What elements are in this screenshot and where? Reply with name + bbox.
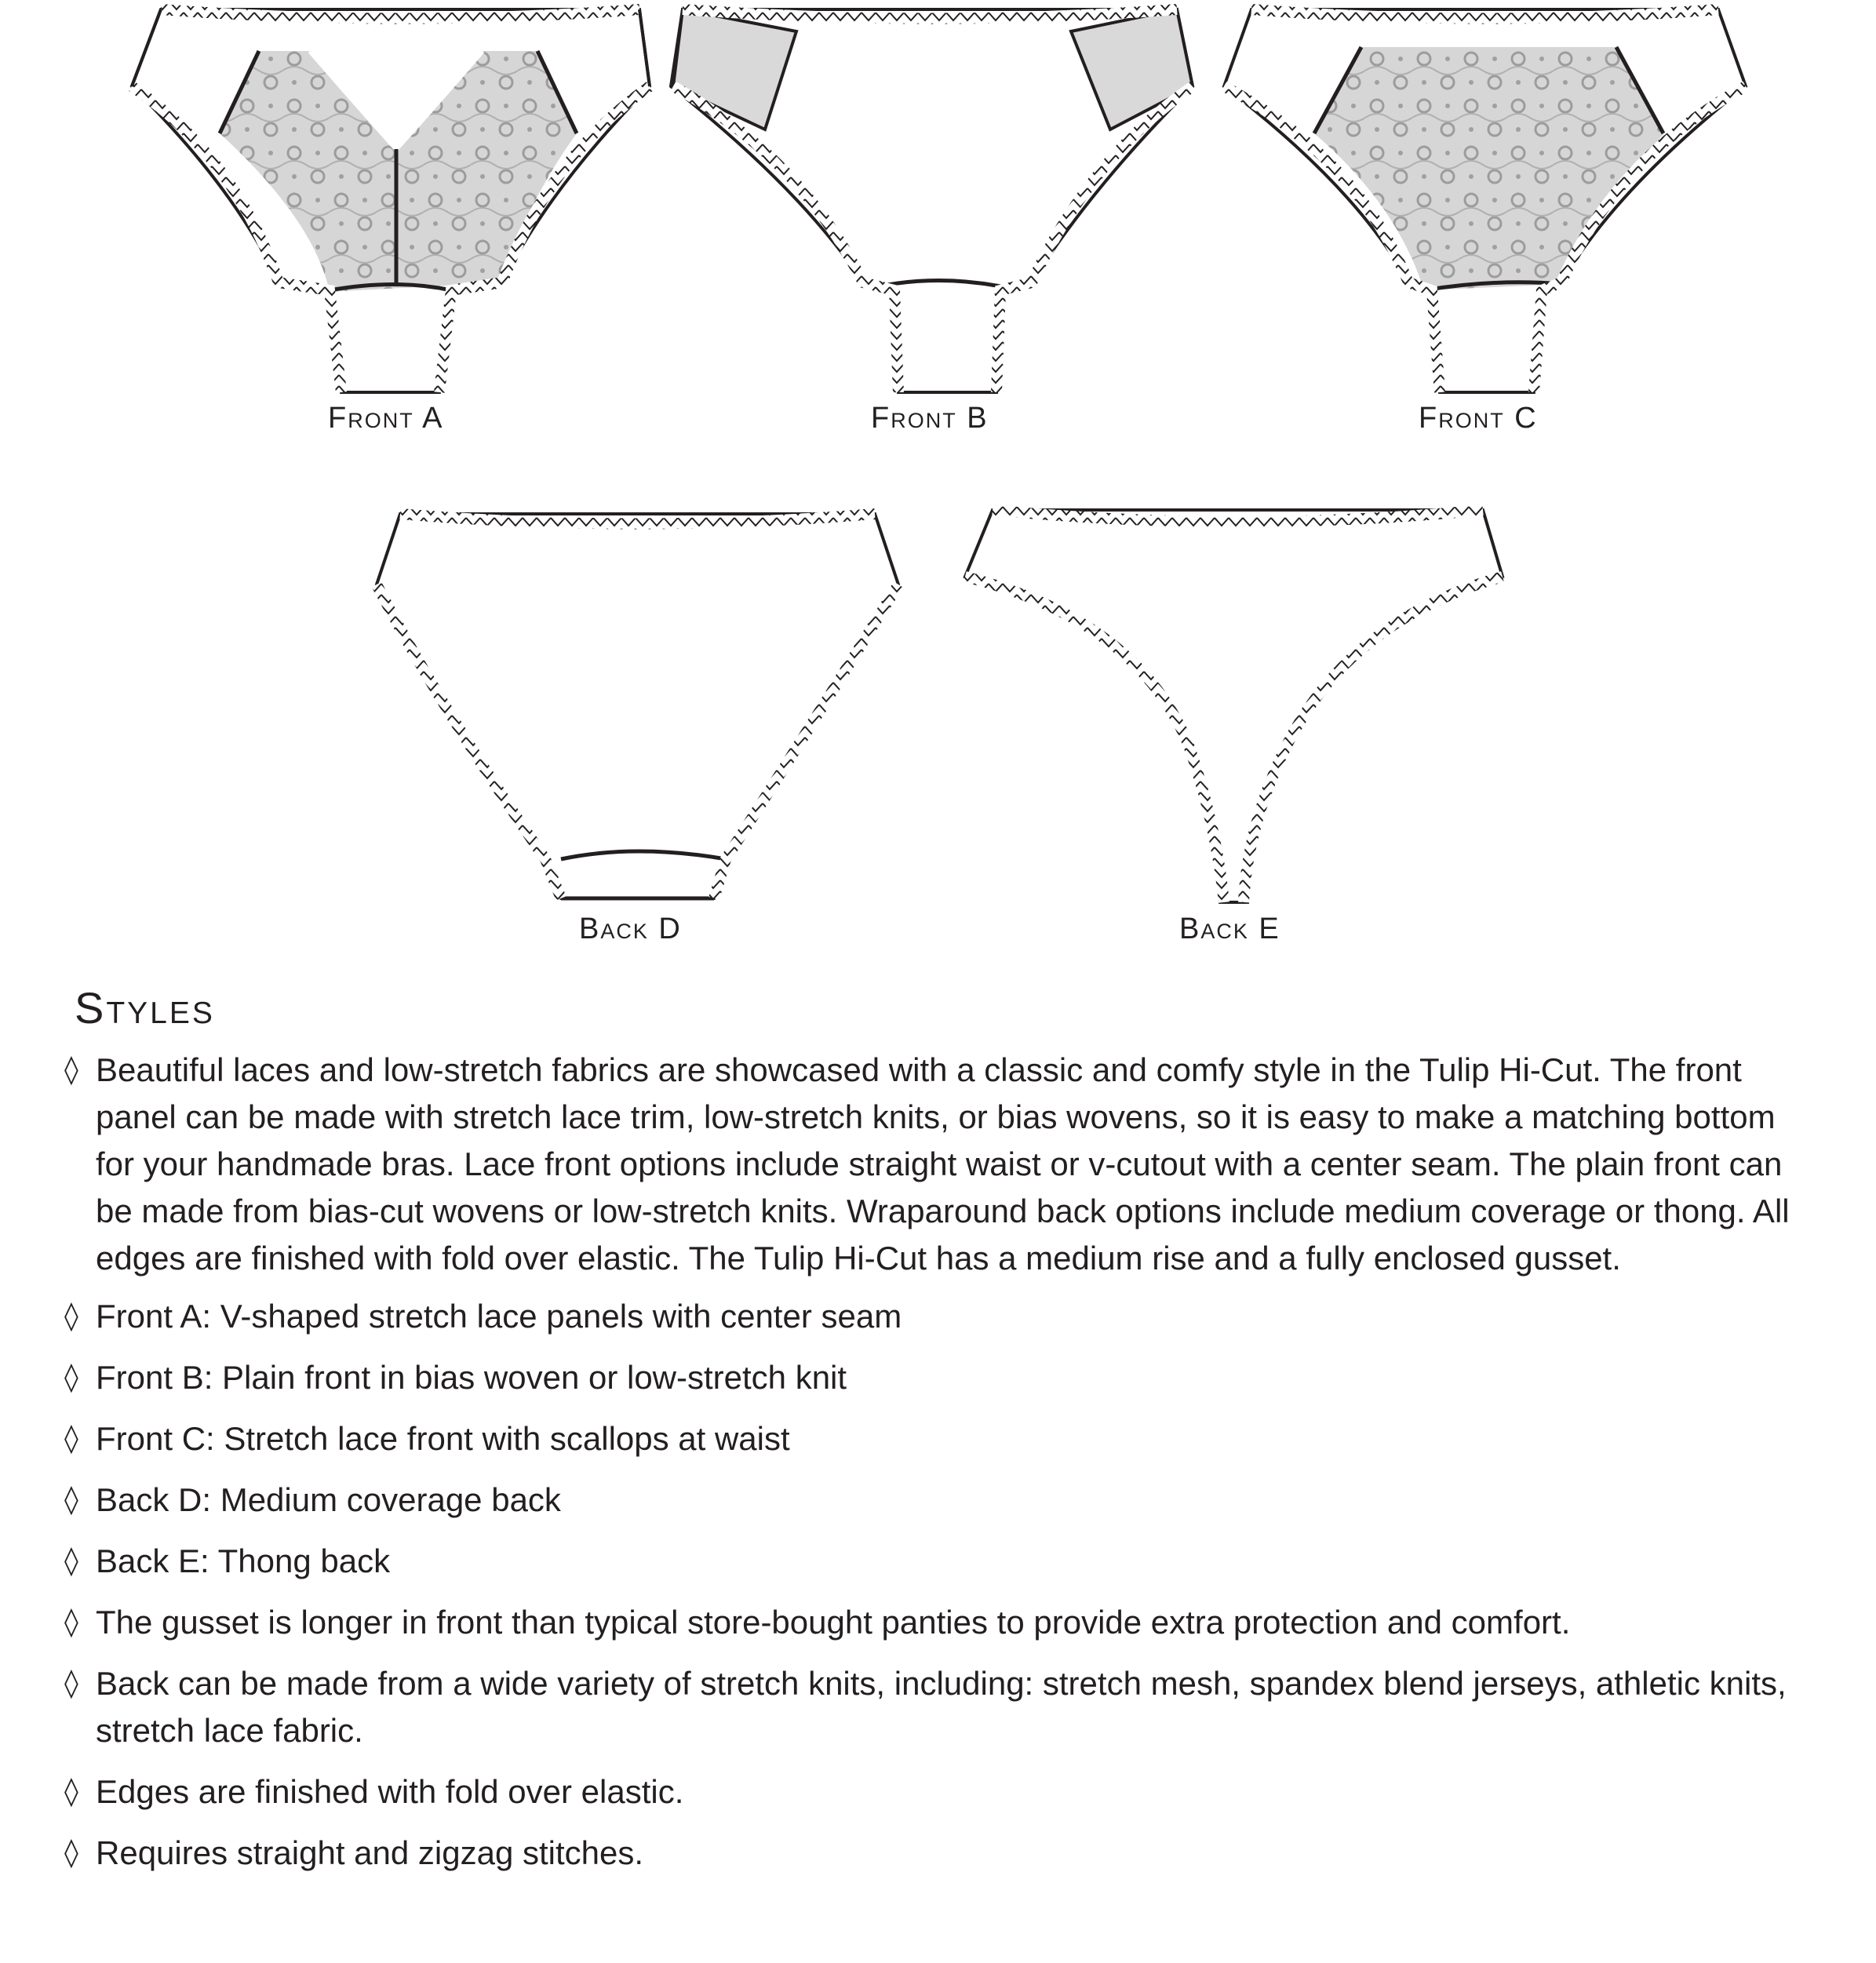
list-item bbox=[64, 1830, 1814, 1877]
list-item bbox=[64, 1415, 1814, 1462]
diamond-bullet-icon: ◊ bbox=[64, 1606, 78, 1638]
front-b-illustration bbox=[671, 9, 1193, 392]
list-item bbox=[64, 1354, 1814, 1401]
list-item-text: The gusset is longer in front than typical store-bought panties to provide extra protection and comfort. bbox=[96, 1604, 1571, 1641]
list-item bbox=[64, 1768, 1814, 1816]
diamond-bullet-icon: ◊ bbox=[64, 1300, 78, 1332]
front-b-label: Front B bbox=[871, 402, 989, 435]
list-item-text: Back can be made from a wide variety of stretch knits, including: stretch mesh, spandex blend jerseys, athletic knits, stretch lace fabric. bbox=[96, 1665, 1787, 1749]
list-item-text: Front A: V-shaped stretch lace panels with center seam bbox=[96, 1298, 902, 1335]
diamond-bullet-icon: ◊ bbox=[64, 1837, 78, 1869]
back-d-label: Back D bbox=[579, 912, 682, 945]
list-item-text: Back E: Thong back bbox=[96, 1542, 391, 1579]
back-e-illustration bbox=[965, 510, 1503, 902]
diamond-bullet-icon: ◊ bbox=[64, 1054, 78, 1086]
styles-list bbox=[64, 1047, 1814, 1891]
diamond-bullet-icon: ◊ bbox=[64, 1775, 78, 1808]
front-c-illustration bbox=[1224, 9, 1746, 392]
list-item bbox=[64, 1477, 1814, 1524]
diamond-bullet-icon: ◊ bbox=[64, 1545, 78, 1577]
diamond-bullet-icon: ◊ bbox=[64, 1361, 78, 1393]
list-item bbox=[64, 1047, 1814, 1282]
list-item bbox=[64, 1293, 1814, 1340]
list-item-text: Requires straight and zigzag stitches. bbox=[96, 1834, 644, 1871]
diamond-bullet-icon: ◊ bbox=[64, 1667, 78, 1699]
back-d-illustration bbox=[377, 514, 898, 898]
list-item-text: Front C: Stretch lace front with scallops at waist bbox=[96, 1420, 790, 1457]
diamond-bullet-icon: ◊ bbox=[64, 1422, 78, 1455]
styles-heading: Styles bbox=[75, 983, 215, 1032]
front-c-label: Front C bbox=[1419, 402, 1538, 435]
diamond-bullet-icon: ◊ bbox=[64, 1484, 78, 1516]
list-item bbox=[64, 1538, 1814, 1585]
list-item bbox=[64, 1599, 1814, 1646]
front-a-label: Front A bbox=[328, 402, 444, 435]
style-illustrations bbox=[0, 0, 1876, 973]
list-item-text: Front B: Plain front in bias woven or low-stretch knit bbox=[96, 1359, 847, 1396]
list-item-text: Edges are finished with fold over elastic. bbox=[96, 1773, 684, 1810]
list-item-text: Beautiful laces and low-stretch fabrics are showcased with a classic and comfy style in the Tulip Hi-Cut. The front panel can be made with stretch lace trim, low-stretch knits, or bias wovens, so it is easy to make a matching bottom for your handmade bras. Lace front options include straight waist or v-cutout with a center seam. The plain front can be made from bias-cut wovens or low-stretch knits. Wraparound back options include medium coverage or thong. All edges are finished with fold over elastic. The Tulip Hi-Cut has a medium rise and a fully enclosed gusset. bbox=[96, 1051, 1790, 1276]
back-e-label: Back E bbox=[1179, 912, 1280, 945]
front-a-illustration bbox=[132, 9, 650, 392]
list-item-text: Back D: Medium coverage back bbox=[96, 1481, 561, 1518]
list-item bbox=[64, 1660, 1814, 1754]
